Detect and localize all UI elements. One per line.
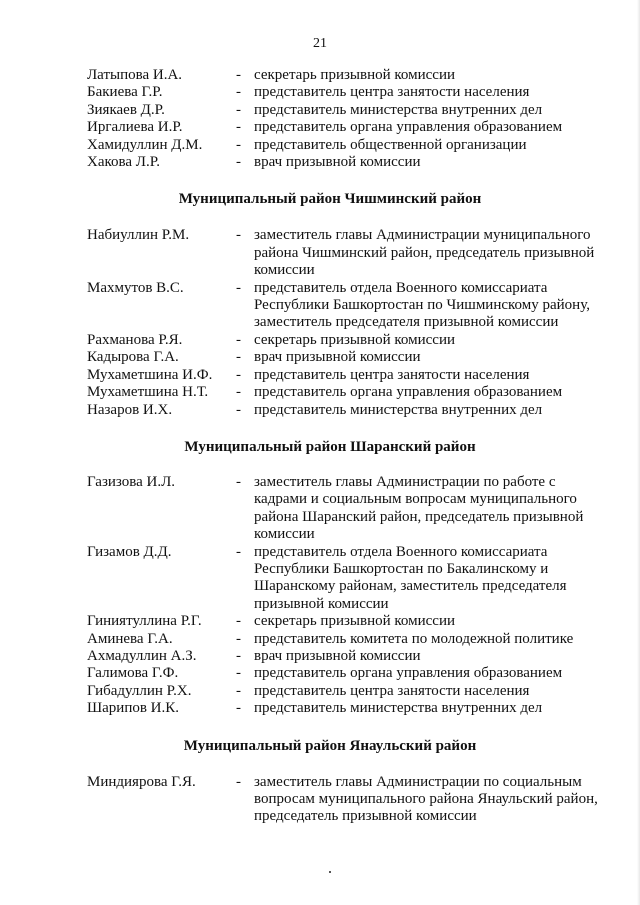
- member-role: врач призывной комиссии: [254, 154, 421, 171]
- member-entry: [0, 332, 640, 349]
- member-entry: [0, 683, 640, 700]
- member-role: представитель министерства внутренних дел: [254, 401, 543, 418]
- section-heading-chishminsky: Муниципальный район Чишминский район: [178, 191, 482, 208]
- member-entry: [0, 384, 640, 401]
- dash: -: [236, 227, 241, 244]
- member-role: представитель органа управления образованием: [254, 119, 563, 136]
- member-role: представитель комитета по молодежной политике: [254, 630, 574, 647]
- member-entry: [0, 631, 640, 648]
- member-name: Хамидуллин Д.М.: [87, 136, 203, 153]
- dash: -: [236, 67, 241, 83]
- section-sharansky: [0, 474, 640, 718]
- member-name: Кадырова Г.А.: [87, 349, 179, 366]
- member-role: представитель центра занятости населения: [254, 84, 530, 101]
- member-name: Гизамов Д.Д.: [87, 543, 172, 560]
- member-role: секретарь призывной комиссии: [254, 67, 456, 83]
- dash: -: [236, 613, 241, 630]
- dash: -: [236, 665, 241, 682]
- member-entry: [0, 349, 640, 366]
- member-name: Аминева Г.А.: [87, 630, 173, 647]
- member-name: Гиниятуллина Р.Г.: [87, 613, 202, 630]
- member-name: Газизова И.Л.: [87, 473, 176, 490]
- member-name: Хакова Л.Р.: [87, 154, 160, 171]
- member-role: секретарь призывной комиссии: [254, 331, 456, 348]
- dash: -: [236, 331, 241, 348]
- member-role: заместитель главы Администрации по социальным вопросам муниципального района Янаульский район, председатель призывной комиссии: [254, 773, 598, 825]
- member-role: врач призывной комиссии: [254, 349, 421, 366]
- dash: -: [236, 101, 241, 118]
- dash: -: [236, 630, 241, 647]
- section-chishminsky: [0, 227, 640, 418]
- member-role: представитель органа управления образованием: [254, 665, 563, 682]
- member-entry: [0, 402, 640, 419]
- member-entry: [0, 700, 640, 717]
- member-name: Бакиева Г.Р.: [87, 84, 163, 101]
- member-role: представитель министерства внутренних дел: [254, 101, 543, 118]
- member-role: представитель общественной организации: [254, 136, 527, 153]
- member-name: Мухаметшина Н.Т.: [87, 384, 209, 401]
- member-role: представитель центра занятости населения: [254, 366, 530, 383]
- member-name: Назаров И.Х.: [87, 401, 173, 418]
- member-entry: [0, 474, 640, 544]
- dash: -: [236, 473, 241, 490]
- member-entry: [0, 665, 640, 682]
- dash: -: [236, 401, 241, 418]
- section-continuation: [0, 67, 640, 171]
- dash: -: [236, 366, 241, 383]
- member-entry: [0, 84, 640, 101]
- dash: -: [236, 682, 241, 699]
- section-heading-yanaulsky: Муниципальный район Янаульский район: [183, 737, 477, 754]
- member-entry: [0, 154, 640, 171]
- member-name: Зиякаев Д.Р.: [87, 101, 165, 118]
- member-entry: [0, 119, 640, 136]
- member-entry: [0, 280, 640, 332]
- dash: -: [236, 700, 241, 717]
- dash: -: [236, 84, 241, 101]
- member-name: Гибадуллин Р.Х.: [87, 682, 192, 699]
- member-entry: [0, 102, 640, 119]
- member-entry: [0, 544, 640, 614]
- member-name: Рахманова Р.Я.: [87, 331, 183, 348]
- section-heading-sharansky: Муниципальный район Шаранский район: [184, 438, 476, 455]
- member-role: заместитель главы Администрации муниципального района Чишминский район, председатель призывной комиссии: [254, 227, 595, 279]
- member-name: Миндиярова Г.Я.: [87, 773, 196, 790]
- member-entry: [0, 137, 640, 154]
- member-name: Галимова Г.Ф.: [87, 665, 179, 682]
- member-role: представитель отдела Военного комиссариата Республики Башкортостан по Чишминскому району, заместитель председателя призывной комиссии: [254, 279, 590, 331]
- member-role: представитель органа управления образованием: [254, 384, 563, 401]
- page-number: 21: [313, 36, 327, 51]
- member-name: Набиуллин Р.М.: [87, 227, 190, 244]
- dash: -: [236, 647, 241, 664]
- member-role: врач призывной комиссии: [254, 647, 421, 664]
- member-name: Махмутов В.С.: [87, 279, 184, 296]
- member-entry: [0, 227, 640, 279]
- dash: -: [236, 773, 241, 790]
- member-name: Ахмадуллин А.З.: [87, 647, 197, 664]
- member-entry: [0, 67, 640, 84]
- member-entry: [0, 367, 640, 384]
- member-name: Иргалиева И.Р.: [87, 119, 183, 136]
- member-entry: [0, 613, 640, 630]
- dash: -: [236, 119, 241, 136]
- member-name: Латыпова И.А.: [87, 67, 183, 83]
- member-entry: [0, 774, 640, 826]
- dash: -: [236, 154, 241, 171]
- dash: -: [236, 384, 241, 401]
- dash: -: [236, 136, 241, 153]
- dash: -: [236, 279, 241, 296]
- member-name: Мухаметшина И.Ф.: [87, 366, 213, 383]
- member-entry: [0, 648, 640, 665]
- section-yanaulsky: [0, 774, 640, 826]
- member-role: секретарь призывной комиссии: [254, 613, 456, 630]
- member-role: представитель отдела Военного комиссариата Республики Башкортостан по Бакалинскому и Шаранскому районам, заместитель председателя призывной комиссии: [254, 543, 567, 612]
- scan-speck: [329, 871, 331, 873]
- dash: -: [236, 543, 241, 560]
- dash: -: [236, 349, 241, 366]
- member-role: представитель министерства внутренних дел: [254, 700, 543, 717]
- member-role: заместитель главы Администрации по работе с кадрами и социальным вопросам муниципального района Шаранский район, председатель призывной комиссии: [254, 473, 584, 543]
- commission-list: [0, 67, 640, 826]
- member-role: представитель центра занятости населения: [254, 682, 530, 699]
- member-name: Шарипов И.К.: [87, 700, 180, 717]
